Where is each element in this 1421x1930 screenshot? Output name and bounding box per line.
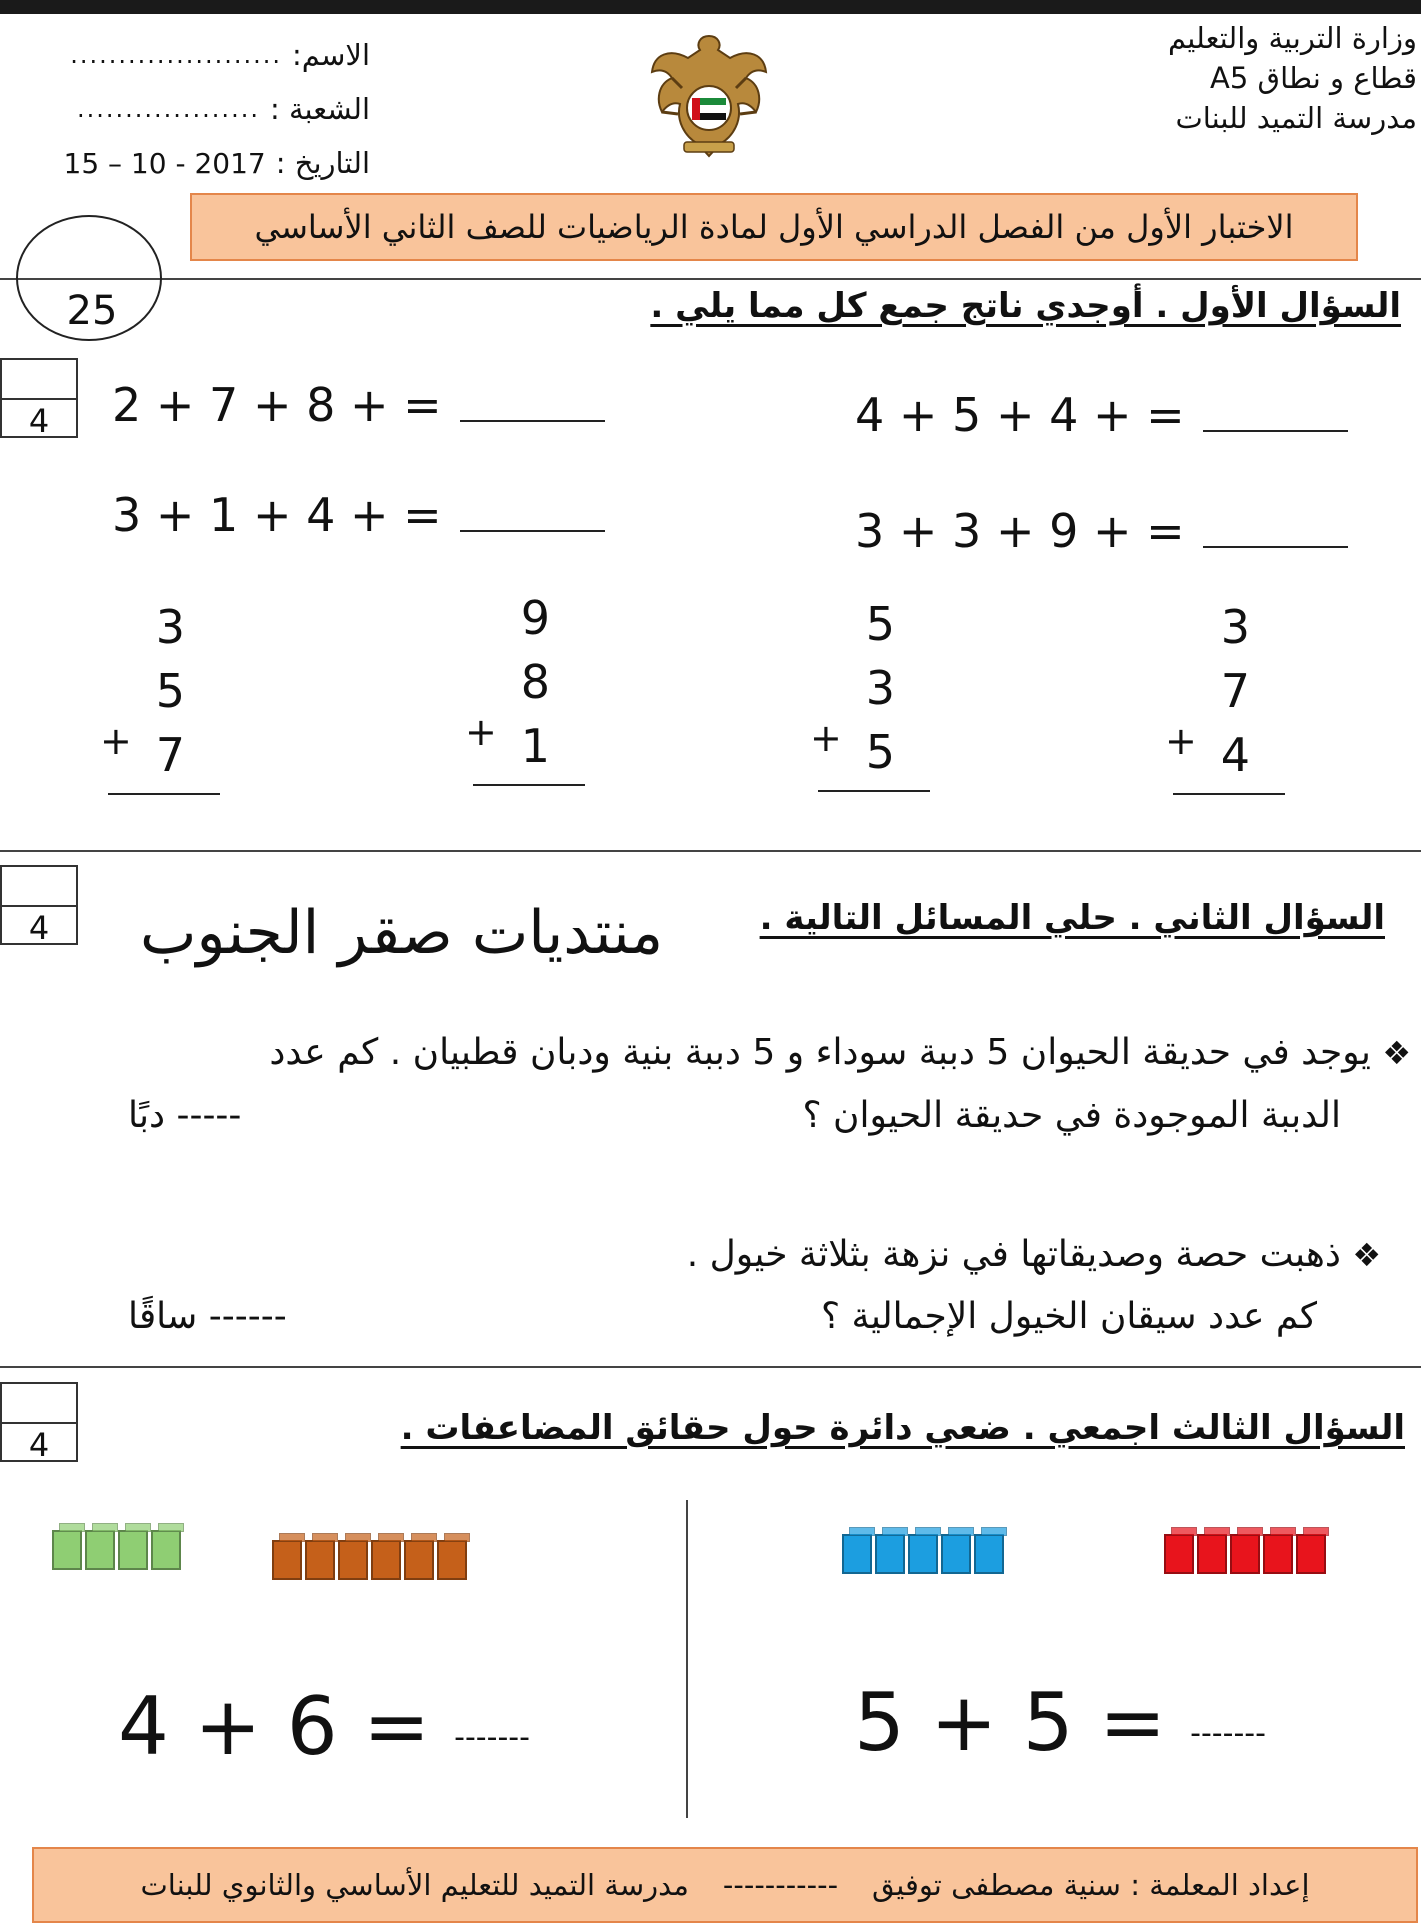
red-cube (1164, 1534, 1194, 1574)
orange-cube (404, 1540, 434, 1580)
vertical-addition-2 (465, 586, 595, 786)
addend: 5 (865, 597, 895, 651)
answer-blank[interactable]: ------- (1190, 1716, 1266, 1751)
red-blocks (1164, 1534, 1326, 1574)
blue-cube (875, 1534, 905, 1574)
addend: 5 (865, 725, 895, 779)
green-cube (118, 1530, 148, 1570)
orange-cube (437, 1540, 467, 1580)
blue-cube (941, 1534, 971, 1574)
student-info-block (10, 28, 370, 190)
footer-dashes: ----------- (722, 1868, 839, 1902)
addend: 9 (520, 591, 550, 645)
problem-1-answer[interactable]: ----- دبًا (128, 1095, 242, 1136)
q1-points: 4 (28, 402, 50, 440)
addend: 7 (155, 728, 185, 782)
q2-points: 4 (28, 909, 50, 947)
orange-cube (371, 1540, 401, 1580)
name-line (10, 28, 370, 82)
name-label: الاسم: (292, 38, 370, 72)
answer-blank[interactable] (460, 418, 605, 422)
divider-q1-q2 (0, 850, 1421, 852)
equation-text: 4 + 5 + 4 + = (855, 388, 1185, 442)
section-dots[interactable]: ................... (77, 95, 260, 123)
diamond-bullet-icon: ❖ (1352, 1236, 1381, 1274)
orange-cube (305, 1540, 335, 1580)
blue-cube (908, 1534, 938, 1574)
addend: 3 (1220, 600, 1250, 654)
equation-text: 3 + 3 + 9 + = (855, 504, 1185, 558)
q1-mark-box[interactable] (0, 358, 78, 438)
q1-equation-4 (855, 504, 1348, 558)
q3-heading: السؤال الثالث اجمعي . ضعي دائرة حول حقائق المضاعفات . (400, 1408, 1405, 1448)
addend: 1 (520, 719, 550, 773)
q3-right-equation (854, 1676, 1266, 1769)
addend: 7 (1220, 664, 1250, 718)
q2-mark-box[interactable] (0, 865, 78, 945)
q1-equation-1 (112, 378, 605, 432)
problem-1-line-2: الدببة الموجودة في حديقة الحيوان ؟ (802, 1095, 1341, 1136)
watermark-text: منتديات صقر الجنوب (140, 898, 664, 968)
equation-text: 4 + 6 = (118, 1680, 431, 1773)
q1-equation-3 (112, 488, 605, 542)
date-label: التاريخ : (275, 146, 370, 180)
school-full-name: مدرسة التميد للتعليم الأساسي والثانوي للبنات (140, 1868, 689, 1902)
equation-text: 2 + 7 + 8 + = (112, 378, 442, 432)
uae-emblem-icon (648, 28, 770, 163)
problem-1-line-1: يوجد في حديقة الحيوان 5 دببة سوداء و 5 دببة بنية ودبان قطبيان . كم عدد (269, 1032, 1371, 1073)
q3-left-equation (118, 1680, 530, 1773)
answer-rule[interactable] (1173, 793, 1285, 795)
addend: 3 (865, 661, 895, 715)
blue-blocks (842, 1534, 1004, 1574)
orange-cube (338, 1540, 368, 1580)
green-cube (151, 1530, 181, 1570)
addend: 8 (520, 655, 550, 709)
school-name: مدرسة التميد للبنات (1175, 101, 1417, 135)
answer-blank[interactable]: ------- (454, 1720, 530, 1755)
q3-center-divider (686, 1500, 688, 1818)
plus-sign: + (1165, 719, 1197, 763)
divider-q2-q3 (0, 1366, 1421, 1368)
date-value: 15 – 10 - 2017 (63, 146, 266, 180)
vertical-addition-1 (100, 595, 230, 795)
problem-2-answer[interactable]: ------ ساقًا (128, 1296, 287, 1337)
ministry-name: وزارة التربية والتعليم (1167, 21, 1417, 55)
green-cube (85, 1530, 115, 1570)
red-cube (1230, 1534, 1260, 1574)
green-blocks (52, 1530, 181, 1570)
blue-cube (842, 1534, 872, 1574)
problem-2-line-2: كم عدد سيقان الخيول الإجمالية ؟ (820, 1296, 1317, 1337)
total-score: 25 (66, 288, 118, 334)
problem-2-line-1: ذهبت حصة وصديقاتها في نزهة بثلاثة خيول . (686, 1234, 1341, 1275)
blue-cube (974, 1534, 1004, 1574)
vertical-addition-4 (1165, 595, 1295, 795)
answer-rule[interactable] (818, 790, 930, 792)
vertical-addition-3 (810, 592, 940, 792)
orange-cube (272, 1540, 302, 1580)
exam-title: الاختبار الأول من الفصل الدراسي الأول لمادة الرياضيات للصف الثاني الأساسي (190, 193, 1358, 261)
q3-points: 4 (28, 1426, 50, 1464)
q1-equation-2 (855, 388, 1348, 442)
answer-blank[interactable] (1203, 544, 1348, 548)
plus-sign: + (810, 716, 842, 760)
plus-sign: + (100, 719, 132, 763)
equation-text: 5 + 5 = (854, 1676, 1167, 1769)
name-dots[interactable]: ...................... (70, 41, 283, 69)
red-cube (1263, 1534, 1293, 1574)
red-cube (1197, 1534, 1227, 1574)
problem-1 (71, 1022, 1411, 1084)
divider-top (0, 278, 1421, 280)
problem-2 (687, 1224, 1381, 1286)
sector-name: قطاع و نطاق A5 (1210, 61, 1417, 95)
q2-heading: السؤال الثاني . حلي المسائل التالية . (759, 898, 1385, 938)
addend: 4 (1220, 728, 1250, 782)
addend: 5 (155, 664, 185, 718)
q3-mark-box[interactable] (0, 1382, 78, 1462)
answer-blank[interactable] (460, 528, 605, 532)
header-ministry-block (1117, 18, 1417, 138)
footer-banner (32, 1847, 1418, 1923)
teacher-credit: إعداد المعلمة : سنية مصطفى توفيق (872, 1868, 1310, 1902)
q1-heading: السؤال الأول . أوجدي ناتج جمع كل مما يلي . (650, 286, 1401, 326)
section-label: الشعبة : (269, 92, 370, 126)
top-bar (0, 0, 1421, 14)
answer-blank[interactable] (1203, 428, 1348, 432)
plus-sign: + (465, 710, 497, 754)
green-cube (52, 1530, 82, 1570)
diamond-bullet-icon: ❖ (1382, 1034, 1411, 1072)
red-cube (1296, 1534, 1326, 1574)
orange-blocks (272, 1540, 467, 1580)
answer-rule[interactable] (473, 784, 585, 786)
section-line (10, 82, 370, 136)
addend: 3 (155, 600, 185, 654)
equation-text: 3 + 1 + 4 + = (112, 488, 442, 542)
date-line (10, 136, 370, 190)
answer-rule[interactable] (108, 793, 220, 795)
